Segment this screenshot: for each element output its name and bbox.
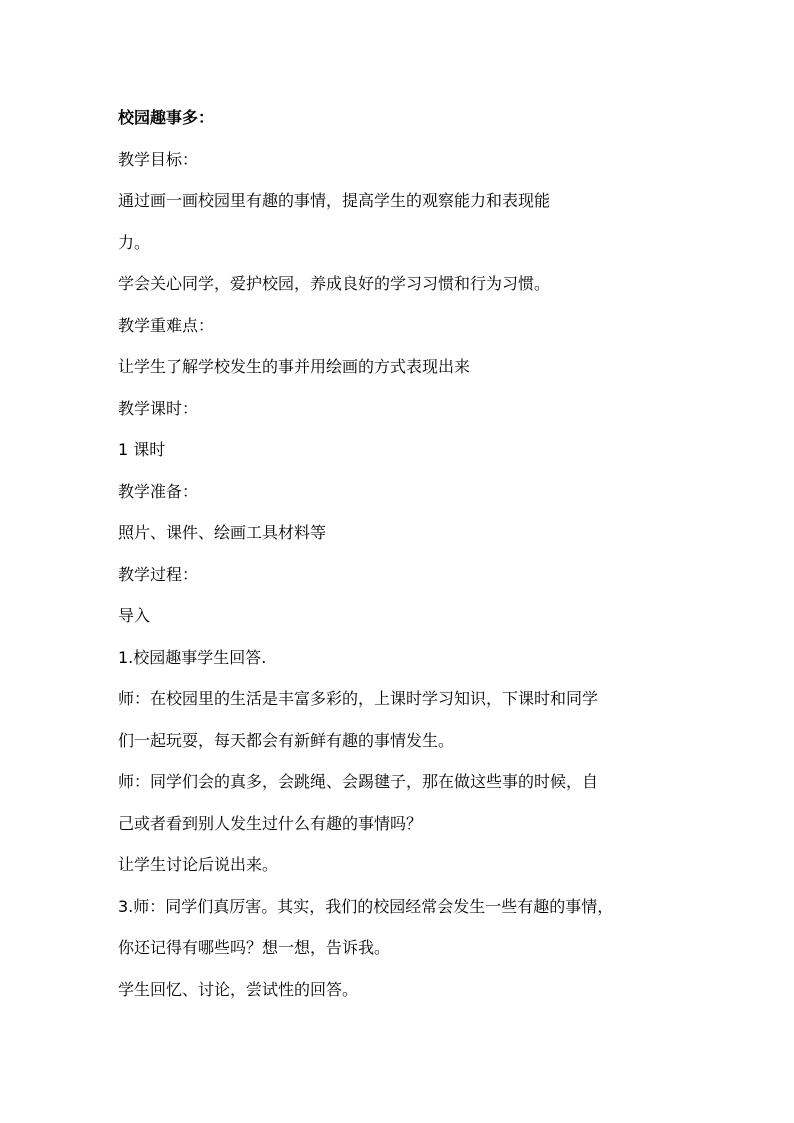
paragraph-line: 让学生讨论后说出来。 [118,855,279,874]
paragraph-line: 学生回忆、讨论，尝试性的回答。 [118,979,359,999]
paragraph-line: 照片、课件、绘画工具材料等 [118,523,327,542]
document-title: 校园趣事多： [118,108,215,127]
paragraph-line: 师：同学们会的真多，会跳绳、会踢毽子，那在做这些事的时候，自 [118,772,599,791]
paragraph-line: 们一起玩耍，每天都会有新鲜有趣的事情发生。 [118,730,455,750]
heading-preparation: 教学准备： [118,481,199,501]
document-body [118,102,688,1015]
paragraph-line: 师：在校园里的生活是丰富多彩的，上课时学习知识，下课时和同学 [118,689,599,708]
heading-process: 教学过程： [118,564,199,584]
paragraph-line: 3.师：同学们真厉害。其实，我们的校园经常会发生一些有趣的事情， [118,896,614,916]
paragraph-line: 1 课时 [118,440,166,459]
paragraph-line: 你还记得有哪些吗？想一想，告诉我。 [118,938,391,957]
paragraph-line: 力。 [118,232,151,252]
paragraph-line: 己或者看到别人发生过什么有趣的事情吗？ [118,813,423,833]
paragraph-line: 1.校园趣事学生回答. [118,647,267,667]
paragraph-line: 通过画一画校园里有趣的事情，提高学生的观察能力和表现能 [118,191,551,210]
heading-key-points: 教学重难点： [118,315,215,335]
paragraph-line: 让学生了解学校发生的事并用绘画的方式表现出来 [118,357,471,376]
paragraph-line: 学会关心同学，爱护校园，养成良好的学习习惯和行为习惯。 [118,274,551,293]
paragraph-line: 导入 [118,606,151,625]
heading-teaching-goals: 教学目标： [118,149,199,169]
heading-class-hours: 教学课时： [118,398,199,418]
